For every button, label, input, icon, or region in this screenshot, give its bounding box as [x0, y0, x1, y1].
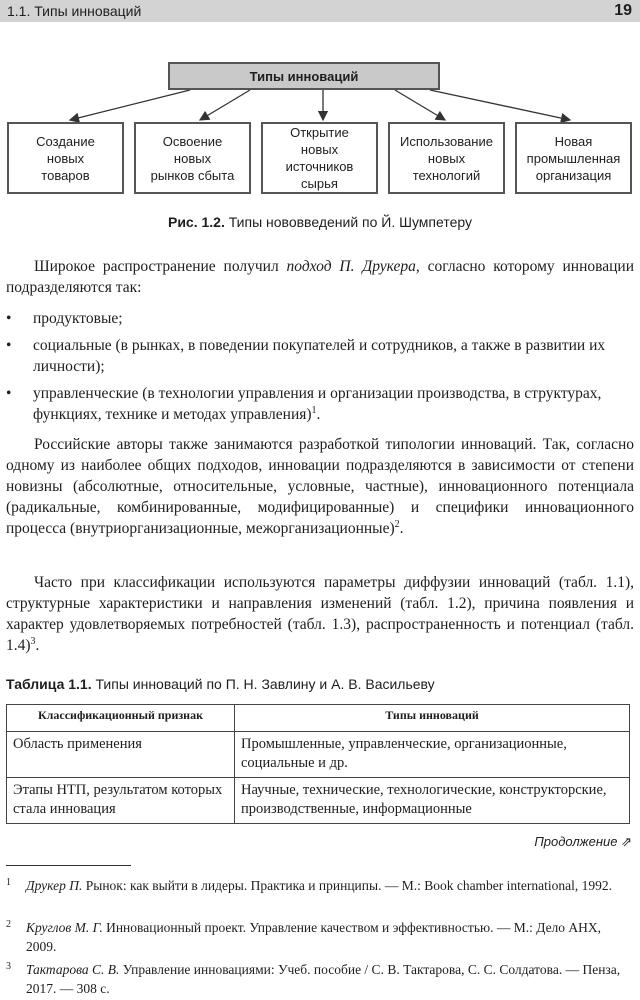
- figure-caption-text: Типы нововведений по Й. Шумпетеру: [228, 214, 473, 230]
- paragraph-drucker-before: Широкое распространение получил: [34, 258, 287, 275]
- footnote-number: 2: [6, 919, 11, 930]
- continuation-arrow-icon: ⇗: [621, 834, 632, 849]
- paragraph-russian-authors-text: Российские авторы также занимаются разработкой типологии инноваций. Так, согласно одному из наиболее общих подходов, инновации подразделяются в зависимости от степени новизны (абсолютные, относительные, условные, частные), инновационного потенциала (радикальные, комбинированные, модифицированные) и специфики инновационного процесса (внутриорганизационные, межорганизационные): [6, 436, 634, 537]
- diagram-box-new-markets: Освоение новых рынков сбыта: [134, 122, 251, 194]
- table-cell: Промышленные, управленческие, организационные, социальные и др.: [235, 732, 630, 778]
- figure-caption-label: Рис. 1.2.: [167, 214, 225, 230]
- footnote: [6, 918, 634, 956]
- table-continuation: [534, 834, 632, 850]
- table-row: [7, 778, 630, 824]
- paragraph-drucker-emphasis: подход П. Друкера: [286, 258, 416, 275]
- bullet-text: продуктовые;: [33, 310, 123, 327]
- page-header: [0, 0, 640, 22]
- arrow-2: [200, 90, 250, 120]
- footnote: [6, 876, 634, 895]
- paragraph-classification: Часто при классификации используются параметры диффузии инноваций (табл. 1.1), структурные характеристики и направления изменений (табл. 1.2), причина появления и характер удовлетворяемых потребностей (табл. 1.3), распространенность и потенциал (табл. 1.4)$^3$.: [6, 574, 634, 654]
- footnote-author: Тактарова С. В.: [26, 962, 120, 977]
- innovation-types-diagram: [0, 22, 640, 202]
- diagram-box-new-organization: Новая промышленная организация: [515, 122, 632, 194]
- arrow-5: [430, 90, 570, 120]
- table-caption-label: Таблица 1.1.: [6, 676, 92, 692]
- footnote: [6, 960, 634, 998]
- table-row: [7, 732, 630, 778]
- table-cell: Научные, технические, технологические, конструкторские, производственные, информационные: [235, 778, 630, 824]
- footnote-ref: 2: [394, 518, 400, 530]
- section-title: 1.1. Типы инноваций: [7, 3, 142, 19]
- paragraph-classification-text: Часто при классификации используются параметры диффузии инноваций (табл. 1.1), структурные характеристики и направления изменений (табл. 1.2), причина появления и характер удовлетворяемых потребностей (табл. 1.3), распространенность и потенциал (табл. 1.4): [6, 574, 634, 654]
- list-item: • продуктовые;: [6, 310, 123, 327]
- footnote-text: Инновационный проект. Управление качеством и эффективностью. — М.: Дело АНХ, 2009.: [26, 920, 602, 954]
- paragraph-drucker: [6, 256, 634, 298]
- diagram-box-new-raw-materials: Открытие новых источников сырья: [261, 122, 378, 194]
- table-header-row: [7, 705, 630, 732]
- footnote-ref: 3: [30, 635, 36, 647]
- footnote-number: 1: [6, 877, 11, 888]
- innovation-types-table: [6, 704, 630, 824]
- arrow-1: [70, 90, 190, 120]
- list-item: • управленческие (в технологии управления и организации производства, в структурах, функциях, технике и методах управления)$^1$.: [6, 385, 602, 423]
- diagram-root-box: Типы инноваций: [168, 62, 440, 90]
- footnote-text: Управление инновациями: Учеб. пособие / С. В. Тактарова, С. С. Солдатова. — Пенза, 2017. — 308 с.: [26, 962, 621, 996]
- footnote-text: Рынок: как выйти в лидеры. Практика и принципы. — М.: Book chamber international, 1992.: [82, 878, 613, 893]
- diagram-box-new-goods: Создание новых товаров: [7, 122, 124, 194]
- table-caption: [6, 676, 435, 692]
- arrow-4: [395, 90, 445, 120]
- bullet-text: управленческие (в технологии управления и организации производства, в структурах, функциях, технике и методах управления): [33, 385, 602, 423]
- footnote-number: 3: [6, 961, 11, 972]
- paragraph-drucker-after: , согласно которому инновации подразделяются так:: [6, 258, 635, 296]
- table-caption-text: Типы инноваций по П. Н. Завлину и А. В. Васильеву: [95, 676, 435, 692]
- table-continuation-label: Продолжение: [534, 834, 618, 849]
- bullet-text: социальные (в рынках, в поведении покупателей и сотрудников, а также в развитии их личности);: [33, 337, 606, 375]
- list-item: • социальные (в рынках, в поведении покупателей и сотрудников, а также в развитии их личности);: [6, 337, 606, 375]
- page-number: 19: [614, 2, 632, 19]
- table-cell: Область применения: [7, 732, 235, 778]
- footnote-author: Друкер П.: [26, 878, 83, 893]
- footnote-divider: [6, 865, 131, 866]
- figure-caption: [0, 214, 640, 230]
- table-cell: Этапы НТП, результатом которых стала инновация: [7, 778, 235, 824]
- diagram-box-new-technologies: Использование новых технологий: [388, 122, 505, 194]
- paragraph-russian-authors: Российские авторы также занимаются разработкой типологии инноваций. Так, согласно одному из наиболее общих подходов, инновации подразделяются в зависимости от степени новизны (абсолютные, относительные, условные, частные), инновационного потенциала (радикальные, комбинированные, модифицированные) и специфики инновационного процесса (внутриорганизационные, межорганизационные)$^2$.: [6, 436, 634, 537]
- footnote-author: Круглов М. Г.: [26, 920, 103, 935]
- footnote-ref: 1: [311, 404, 317, 416]
- table-header-cell: Типы инноваций: [235, 705, 630, 732]
- table-header-cell: Классификационный признак: [7, 705, 235, 732]
